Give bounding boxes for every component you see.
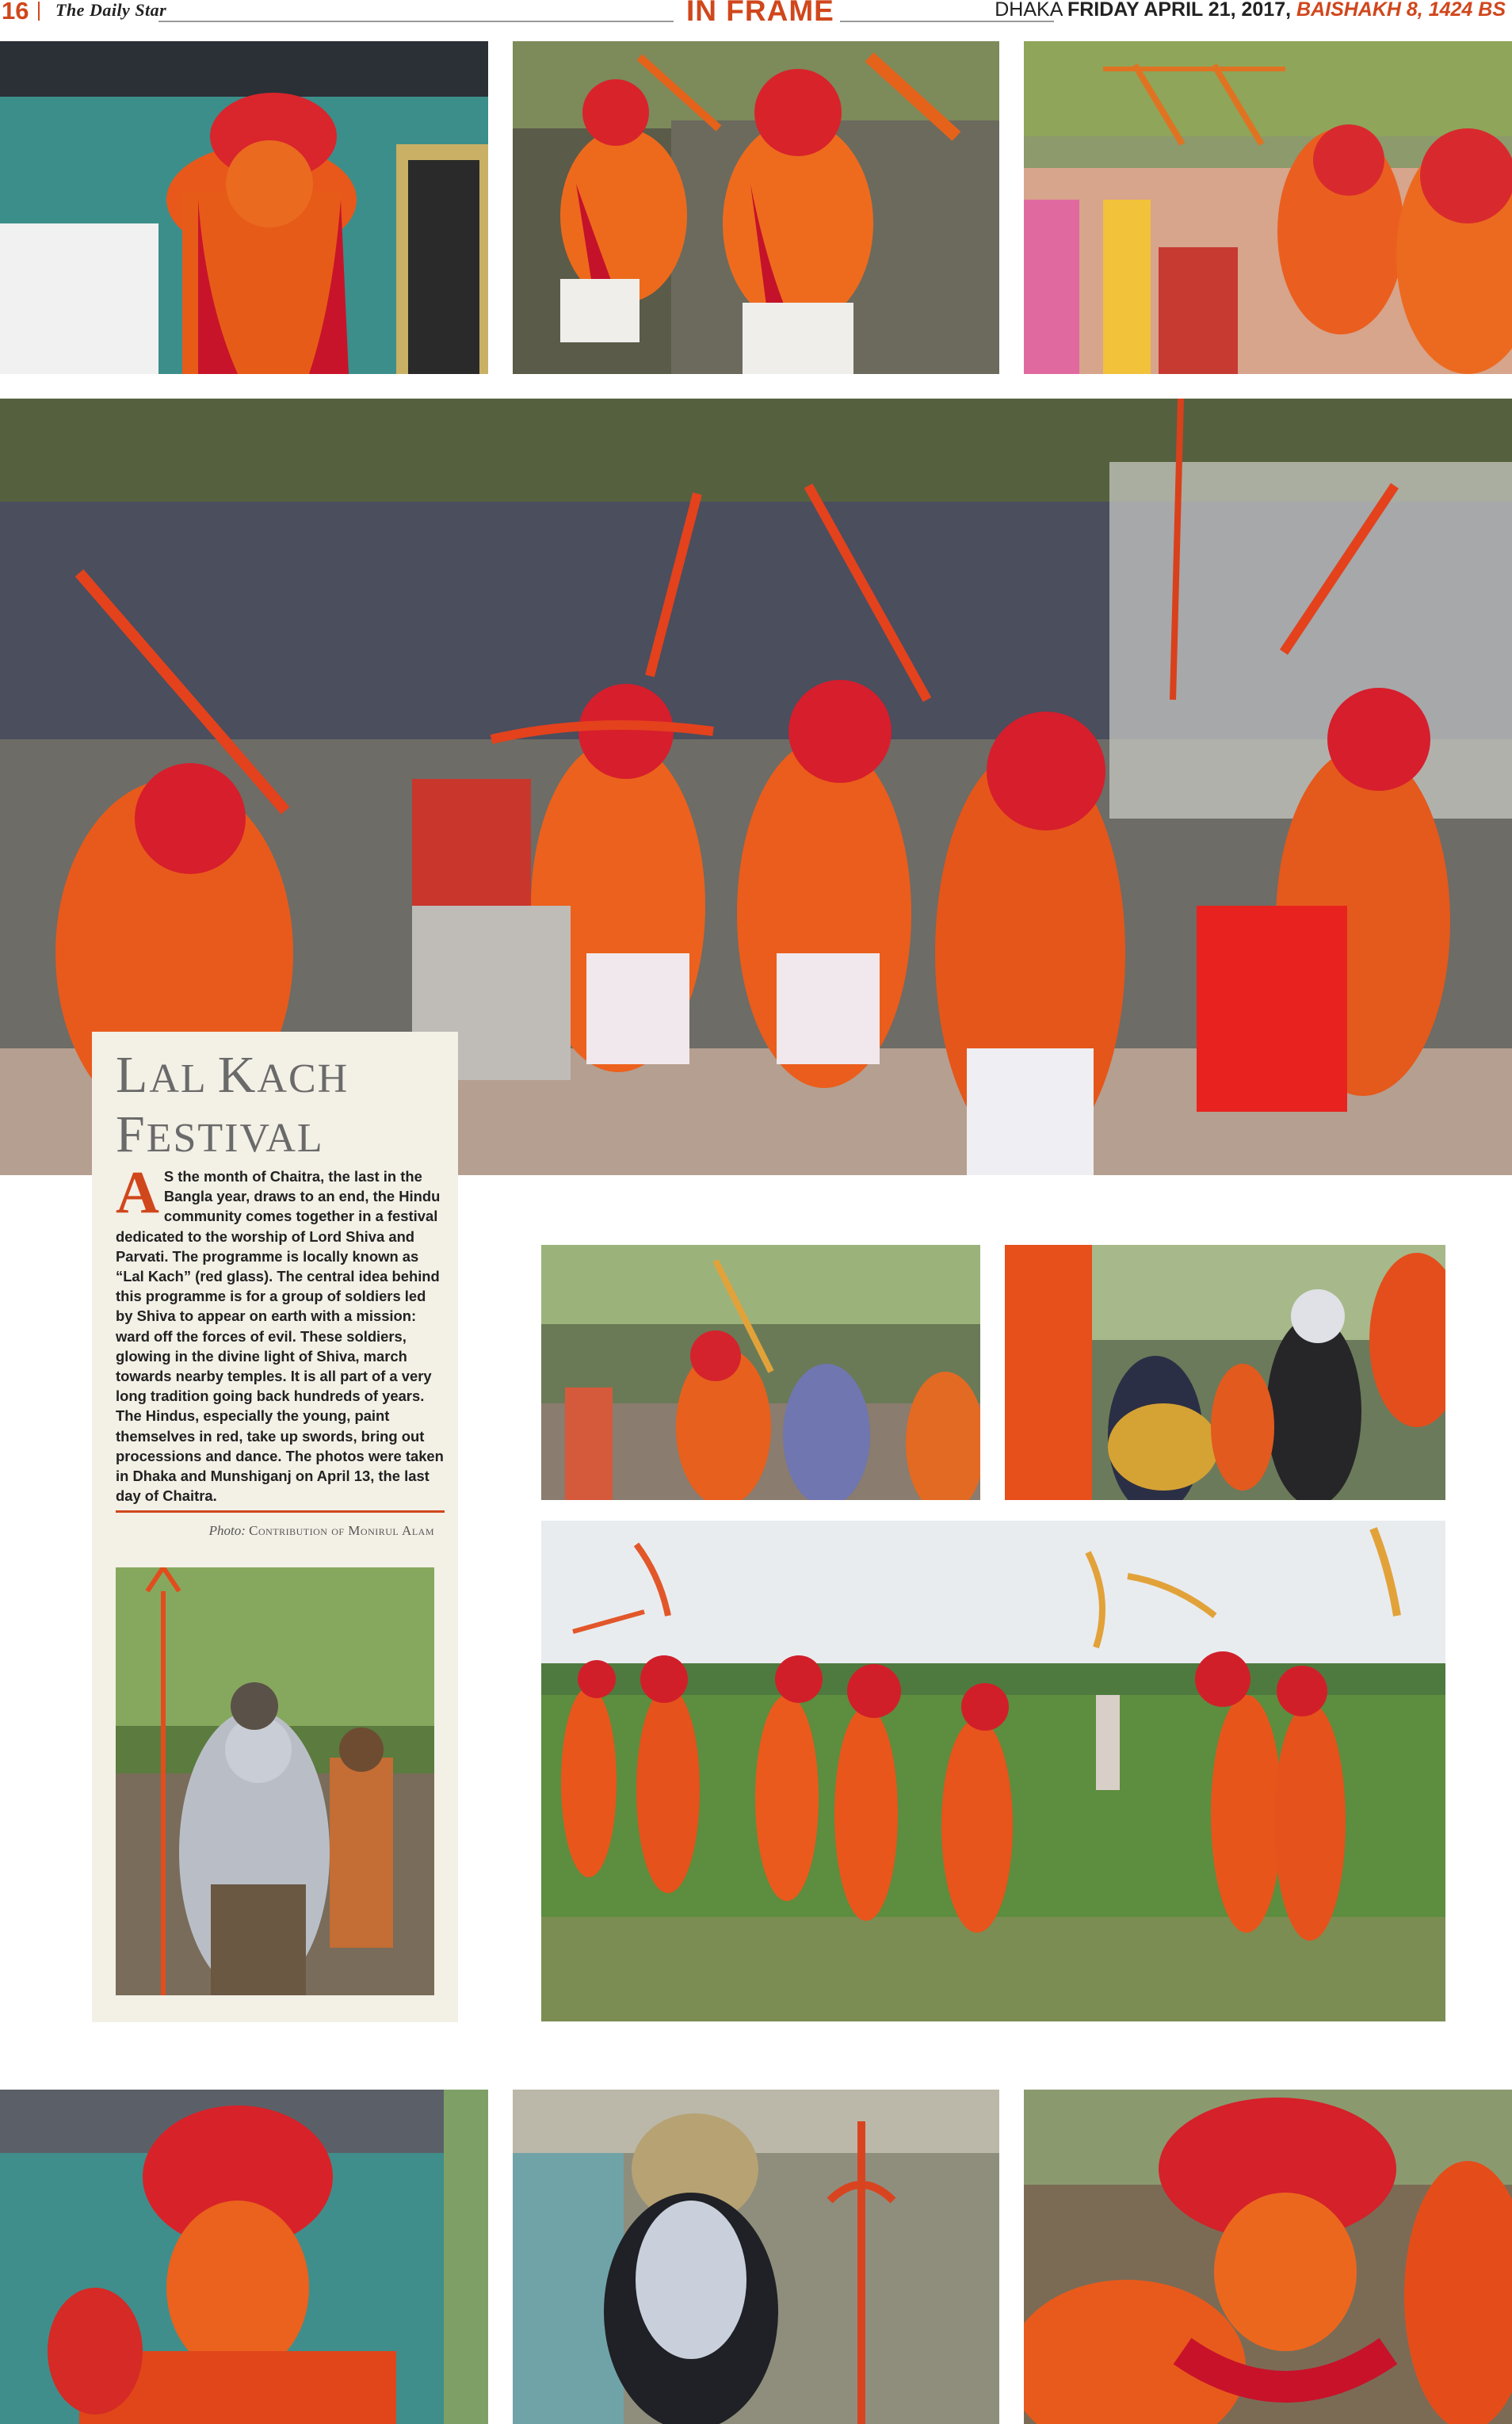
photo-top-middle [513, 41, 999, 374]
photo-credit-name: Contribution of Monirul Alam [249, 1523, 434, 1538]
article-body [116, 1159, 445, 1506]
photo-credit-label: Photo: [208, 1523, 246, 1538]
article-panel [92, 1032, 458, 2022]
dateline-date: FRIDAY APRIL 21, 2017, [1067, 0, 1292, 21]
photo-drummer-shiva [1005, 1245, 1445, 1500]
photo-field-dancers [541, 1521, 1445, 2021]
dateline-city: DHAKA [995, 0, 1063, 21]
header-rule-left [158, 21, 674, 22]
dateline-bengali-date: BAISHAKH 8, 1424 BS [1296, 0, 1506, 21]
photo-top-left [0, 41, 488, 374]
page-number: 16 [2, 0, 29, 25]
article-text: S the month of Chaitra, the last in the Bangla year, draws to an end, the Hindu community comes together in a festival dedicated to the worship of Lord Shiva and Parvati. The programme is locally known as “Lal Kach” (red glass). The central idea behind this programme is for a group of soldiers led by Shiva to appear on earth with a mission: ward off the forces of evil. These soldiers, glowing in the divine light of Shiva, march towards nearby temples. It is all part of a very long tradition going back hundreds of years. The Hindus, especially the young, paint themselves in red, take up swords, bring out processions and dance. The photos were taken in Dhaka and Munshiganj on April 13, the last day of Chaitra. [116, 1168, 444, 1505]
photo-bottom-left-portrait [0, 2090, 488, 2424]
article-divider [116, 1510, 445, 1513]
section-title: IN FRAME [686, 0, 834, 27]
article-title: LAL KACH FESTIVAL [116, 1046, 349, 1163]
dateline [995, 0, 1506, 21]
photo-credit [209, 1523, 434, 1539]
drop-cap: A [116, 1159, 159, 1226]
photo-top-right [1024, 41, 1512, 374]
photo-shiva-trident [116, 1567, 434, 1995]
photo-bottom-right-portrait [1024, 2090, 1512, 2424]
header-separator [38, 2, 40, 21]
page-header [0, 0, 1512, 27]
photo-bottom-middle-shiva [513, 2090, 999, 2424]
photo-swords-crowd [541, 1245, 980, 1500]
masthead: The Daily Star [55, 0, 167, 20]
